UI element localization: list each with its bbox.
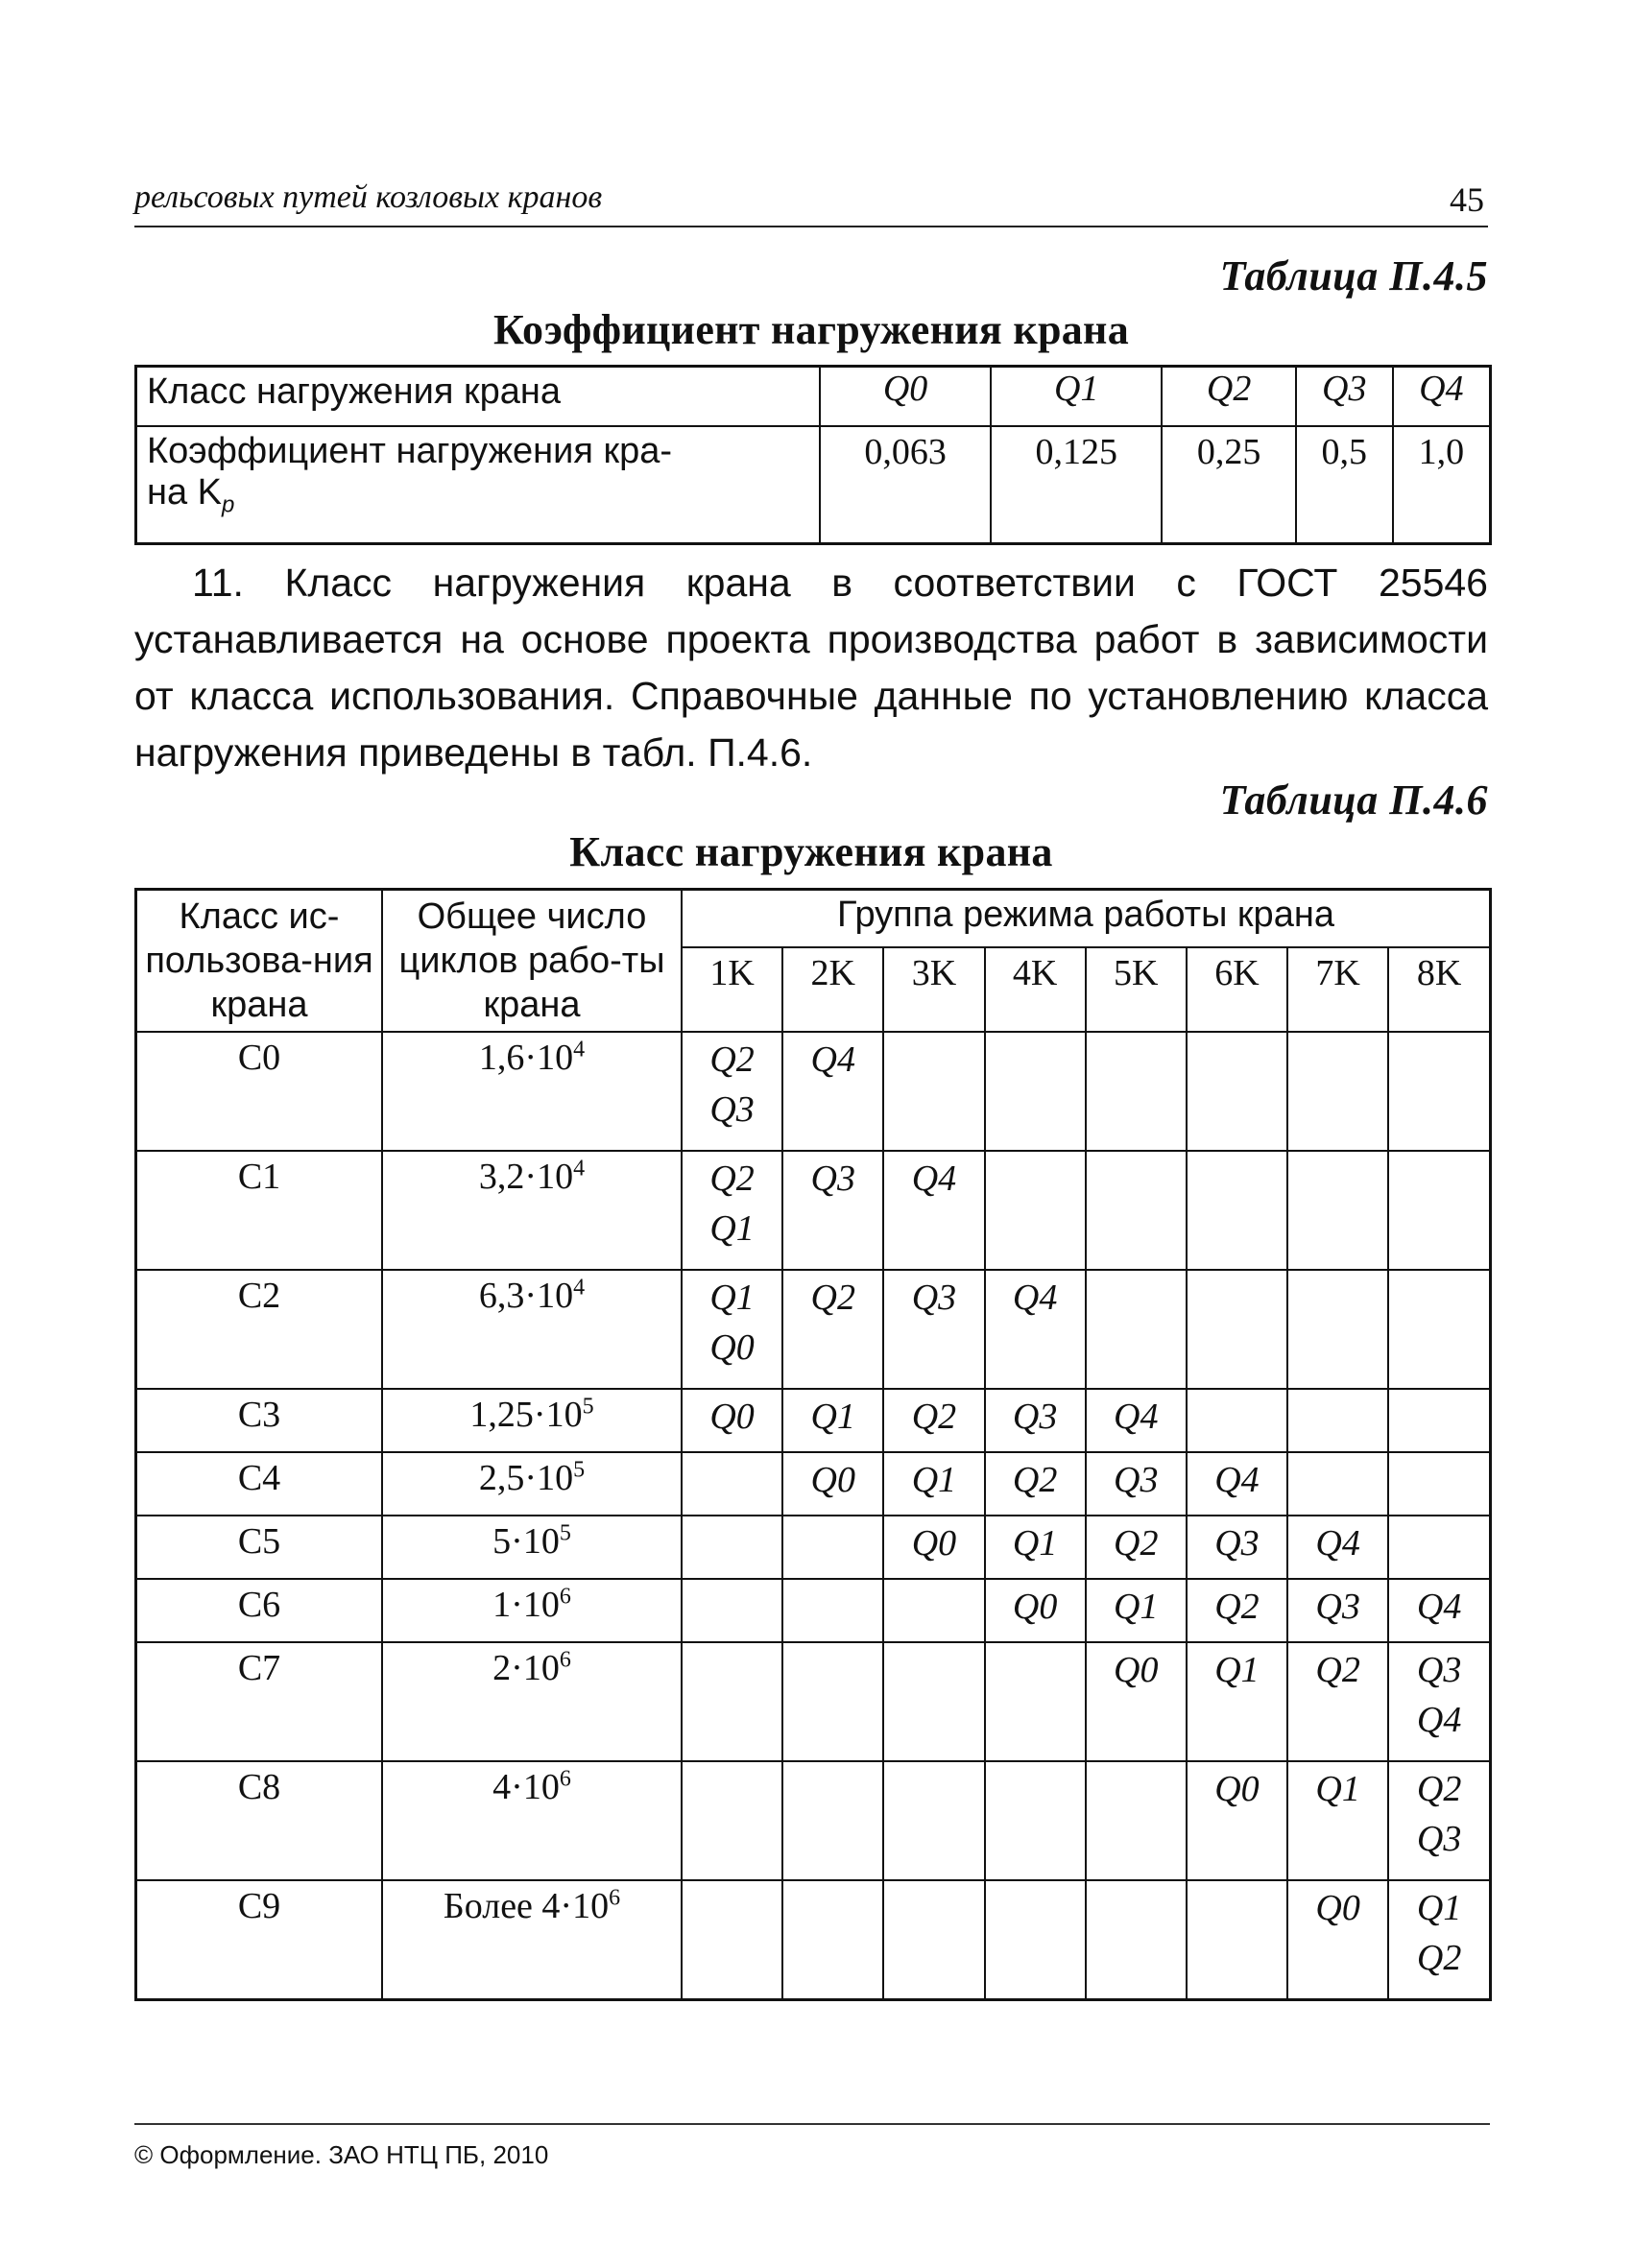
- load-class-value: Q1: [1114, 1587, 1159, 1627]
- page-number: 45: [1450, 180, 1484, 219]
- load-class-cell: [1287, 1579, 1388, 1642]
- load-class-value: Q0: [911, 1523, 957, 1564]
- load-class-cell: [782, 1389, 883, 1452]
- load-class-cell: [782, 1579, 883, 1642]
- load-class-cell: [1388, 1270, 1490, 1389]
- row-label-coefficient: Коэффициент нагружения кра- на $K_p$: [136, 426, 821, 544]
- load-class-cell: [985, 1270, 1086, 1389]
- load-class-value: Q2: [1012, 1460, 1058, 1500]
- load-class-cell: [1287, 1761, 1388, 1880]
- load-class-value: Q2: [1114, 1523, 1159, 1564]
- load-class-value: Q3: [1114, 1460, 1159, 1500]
- cycles-cell: $1,25\cdot 10^5$: [382, 1389, 682, 1452]
- load-class-cell: [883, 1761, 984, 1880]
- load-class-cell: [985, 1516, 1086, 1579]
- usage-class-cell: C2: [136, 1270, 383, 1389]
- load-class-cell: [1287, 1452, 1388, 1516]
- load-class-cell: [1086, 1579, 1187, 1642]
- coefficient-cell: 0,25: [1162, 426, 1295, 544]
- cycles-cell: $5\cdot 10^5$: [382, 1516, 682, 1579]
- load-class-cell: [985, 1032, 1086, 1151]
- load-class-cell: [1187, 1032, 1287, 1151]
- group-column-header: 4K: [985, 947, 1086, 1032]
- group-column-header: 1K: [682, 947, 782, 1032]
- table-row: [136, 1880, 1491, 2000]
- load-class-cell: [985, 1579, 1086, 1642]
- usage-class-cell: C6: [136, 1579, 383, 1642]
- group-column-header: 2K: [782, 947, 883, 1032]
- class-cell: Q2: [1162, 367, 1295, 427]
- load-class-cell: [1388, 1032, 1490, 1151]
- load-class-value: Q0: [1214, 1769, 1260, 1809]
- load-class-cell: [883, 1151, 984, 1270]
- usage-class-cell: C7: [136, 1642, 383, 1761]
- load-class-cell: [1187, 1579, 1287, 1642]
- load-class-cell: [1086, 1761, 1187, 1880]
- load-class-value: Q1: [709, 1277, 755, 1318]
- load-class-cell: [1086, 1389, 1187, 1452]
- load-class-value: Q2: [709, 1039, 755, 1080]
- usage-class-cell: C9: [136, 1880, 383, 2000]
- table-row: [136, 1642, 1491, 1761]
- load-class-value: Q2: [810, 1277, 855, 1318]
- running-title: рельсовых путей козловых кранов: [134, 179, 603, 215]
- cycles-cell: $4\cdot 10^6$: [382, 1761, 682, 1880]
- load-class-cell: [985, 1389, 1086, 1452]
- load-class-value: Q4: [1114, 1397, 1159, 1437]
- load-class-value: Q4: [1416, 1700, 1462, 1740]
- group-column-header: 8K: [1388, 947, 1490, 1032]
- load-class-value: Q0: [1114, 1650, 1159, 1690]
- load-class-value: Q3: [911, 1277, 957, 1318]
- cycles-cell: $3,2\cdot 10^4$: [382, 1151, 682, 1270]
- load-class-cell: [1388, 1761, 1490, 1880]
- load-class-cell: [682, 1642, 782, 1761]
- table-row: [136, 1579, 1491, 1642]
- usage-class-cell: C5: [136, 1516, 383, 1579]
- usage-class-cell: C4: [136, 1452, 383, 1516]
- load-class-cell: [1388, 1642, 1490, 1761]
- load-class-value: Q3: [810, 1158, 855, 1199]
- load-class-cell: [1287, 1151, 1388, 1270]
- table-4-5-caption: Коэффициент нагружения крана: [492, 306, 1130, 353]
- load-class-cell: [682, 1452, 782, 1516]
- cycles-cell: Более $4\cdot 10^6$: [382, 1880, 682, 2000]
- cycles-cell: $1\cdot 10^6$: [382, 1579, 682, 1642]
- load-class-value: Q1: [1416, 1888, 1462, 1928]
- load-class-cell: [782, 1642, 883, 1761]
- table-4-6-caption: Класс нагружения крана: [569, 828, 1053, 875]
- load-class-cell: [1187, 1452, 1287, 1516]
- class-cell: Q1: [991, 367, 1162, 427]
- load-class-cell: [1388, 1880, 1490, 2000]
- load-class-cell: [782, 1151, 883, 1270]
- class-cell: Q3: [1296, 367, 1393, 427]
- load-class-cell: [1086, 1880, 1187, 2000]
- load-class-cell: [1287, 1389, 1388, 1452]
- load-class-cell: [682, 1270, 782, 1389]
- load-class-cell: [1287, 1032, 1388, 1151]
- coefficient-cell: 0,5: [1296, 426, 1393, 544]
- load-class-cell: [883, 1032, 984, 1151]
- load-class-cell: [682, 1032, 782, 1151]
- load-class-cell: [682, 1389, 782, 1452]
- load-class-value: Q3: [709, 1089, 755, 1130]
- group-column-header: 5K: [1086, 947, 1187, 1032]
- load-class-value: Q4: [810, 1039, 855, 1080]
- load-class-cell: [682, 1516, 782, 1579]
- footer-rule: [134, 2123, 1490, 2125]
- load-class-cell: [782, 1452, 883, 1516]
- load-class-value: Q1: [1012, 1523, 1058, 1564]
- load-class-value: Q2: [911, 1397, 957, 1437]
- table-row: [136, 1389, 1491, 1452]
- load-class-value: Q1: [810, 1397, 855, 1437]
- load-class-cell: [782, 1880, 883, 2000]
- col-header-cycles: Общее число циклов рабо-ты крана: [382, 890, 682, 1033]
- usage-class-cell: C8: [136, 1761, 383, 1880]
- load-class-cell: [985, 1880, 1086, 2000]
- row-label-load-class: Класс нагружения крана: [136, 367, 821, 427]
- load-class-cell: [1187, 1389, 1287, 1452]
- load-class-value: Q3: [1315, 1587, 1360, 1627]
- load-class-cell: [782, 1032, 883, 1151]
- load-class-value: Q1: [911, 1460, 957, 1500]
- load-class-value: Q4: [1012, 1277, 1058, 1318]
- load-class-cell: [1388, 1389, 1490, 1452]
- load-class-cell: [985, 1761, 1086, 1880]
- table-row: [136, 1032, 1491, 1151]
- class-cell: Q4: [1393, 367, 1491, 427]
- load-class-cell: [1388, 1151, 1490, 1270]
- load-class-value: Q2: [709, 1158, 755, 1199]
- load-class-cell: [682, 1579, 782, 1642]
- load-class-value: Q0: [1315, 1888, 1360, 1928]
- load-class-value: Q3: [1416, 1650, 1462, 1690]
- load-class-cell: [883, 1389, 984, 1452]
- load-class-cell: [1086, 1642, 1187, 1761]
- load-class-cell: [1388, 1516, 1490, 1579]
- load-class-cell: [883, 1579, 984, 1642]
- load-class-value: Q2: [1214, 1587, 1260, 1627]
- col-header-usage-class: Класс ис-пользова-ния крана: [136, 890, 383, 1033]
- load-class-value: Q2: [1416, 1769, 1462, 1809]
- load-class-cell: [1287, 1880, 1388, 2000]
- group-column-header: 6K: [1187, 947, 1287, 1032]
- table-row: [136, 1452, 1491, 1516]
- load-class-value: Q1: [1214, 1650, 1260, 1690]
- load-class-value: Q0: [810, 1460, 855, 1500]
- load-class-cell: [782, 1270, 883, 1389]
- table-row: [136, 1516, 1491, 1579]
- load-class-cell: [1187, 1151, 1287, 1270]
- coefficient-cell: 1,0: [1393, 426, 1491, 544]
- load-class-cell: [1388, 1579, 1490, 1642]
- load-class-cell: [985, 1642, 1086, 1761]
- load-class-cell: [985, 1151, 1086, 1270]
- load-class-cell: [682, 1761, 782, 1880]
- load-class-cell: [883, 1642, 984, 1761]
- table-row: [136, 1270, 1491, 1389]
- load-class-value: Q3: [1214, 1523, 1260, 1564]
- load-class-value: Q3: [1012, 1397, 1058, 1437]
- load-class-value: Q0: [709, 1397, 755, 1437]
- load-class-cell: [1287, 1642, 1388, 1761]
- load-class-cell: [682, 1880, 782, 2000]
- load-class-value: Q4: [1416, 1587, 1462, 1627]
- load-class-value: Q1: [1315, 1769, 1360, 1809]
- group-header: Группа режима работы крана: [682, 890, 1491, 948]
- usage-class-cell: C1: [136, 1151, 383, 1270]
- load-class-value: Q0: [709, 1327, 755, 1368]
- load-class-cell: [1388, 1452, 1490, 1516]
- load-class-cell: [1086, 1452, 1187, 1516]
- group-column-header: 7K: [1287, 947, 1388, 1032]
- load-class-cell: [1187, 1516, 1287, 1579]
- load-class-cell: [1086, 1032, 1187, 1151]
- load-class-cell: [883, 1452, 984, 1516]
- load-class-cell: [782, 1761, 883, 1880]
- usage-class-cell: C0: [136, 1032, 383, 1151]
- load-class-cell: [1187, 1642, 1287, 1761]
- load-class-cell: [1086, 1151, 1187, 1270]
- cycles-cell: $1,6\cdot 10^4$: [382, 1032, 682, 1151]
- load-class-value: Q4: [911, 1158, 957, 1199]
- load-class-cell: [682, 1151, 782, 1270]
- running-header: [134, 176, 1488, 227]
- load-class-cell: [985, 1452, 1086, 1516]
- load-coefficient-table: [134, 365, 1492, 545]
- load-class-value: Q0: [1012, 1587, 1058, 1627]
- load-class-cell: [1287, 1270, 1388, 1389]
- table-row: [136, 1761, 1491, 1880]
- group-column-header: 3K: [883, 947, 984, 1032]
- load-class-cell: [1187, 1761, 1287, 1880]
- table-row: [136, 1151, 1491, 1270]
- load-class-cell: [782, 1516, 883, 1579]
- cycles-cell: $2\cdot 10^6$: [382, 1642, 682, 1761]
- cycles-cell: $6,3\cdot 10^4$: [382, 1270, 682, 1389]
- load-class-value: Q2: [1315, 1650, 1360, 1690]
- coefficient-cell: 0,125: [991, 426, 1162, 544]
- load-class-cell: [883, 1516, 984, 1579]
- class-cell: Q0: [820, 367, 991, 427]
- load-class-cell: [1187, 1880, 1287, 2000]
- load-class-cell: [1086, 1516, 1187, 1579]
- cycles-cell: $2,5\cdot 10^5$: [382, 1452, 682, 1516]
- load-class-value: Q1: [709, 1208, 755, 1249]
- coefficient-cell: 0,063: [820, 426, 991, 544]
- footer-copyright: © Оформление. ЗАО НТЦ ПБ, 2010: [134, 2140, 549, 2169]
- load-class-cell: [1187, 1270, 1287, 1389]
- load-class-value: Q3: [1416, 1819, 1462, 1859]
- load-class-cell: [883, 1270, 984, 1389]
- table-4-5-label: Таблица П.4.5: [1219, 252, 1488, 299]
- paragraph-11: 11. Класс нагружения крана в соответствии с ГОСТ 25546 устанавливается на основе проекта производства работ в зависимости от класса использования. Справочные данные по установлению класса нагружения приведены в табл. П.4.6.: [134, 561, 1488, 775]
- usage-class-cell: C3: [136, 1389, 383, 1452]
- load-class-cell: [1287, 1516, 1388, 1579]
- load-class-value: Q4: [1315, 1523, 1360, 1564]
- load-class-table: [134, 888, 1492, 2001]
- load-class-value: Q2: [1416, 1938, 1462, 1978]
- table-4-6-label: Таблица П.4.6: [1219, 776, 1488, 824]
- load-class-cell: [883, 1880, 984, 2000]
- load-class-value: Q4: [1214, 1460, 1260, 1500]
- load-class-cell: [1086, 1270, 1187, 1389]
